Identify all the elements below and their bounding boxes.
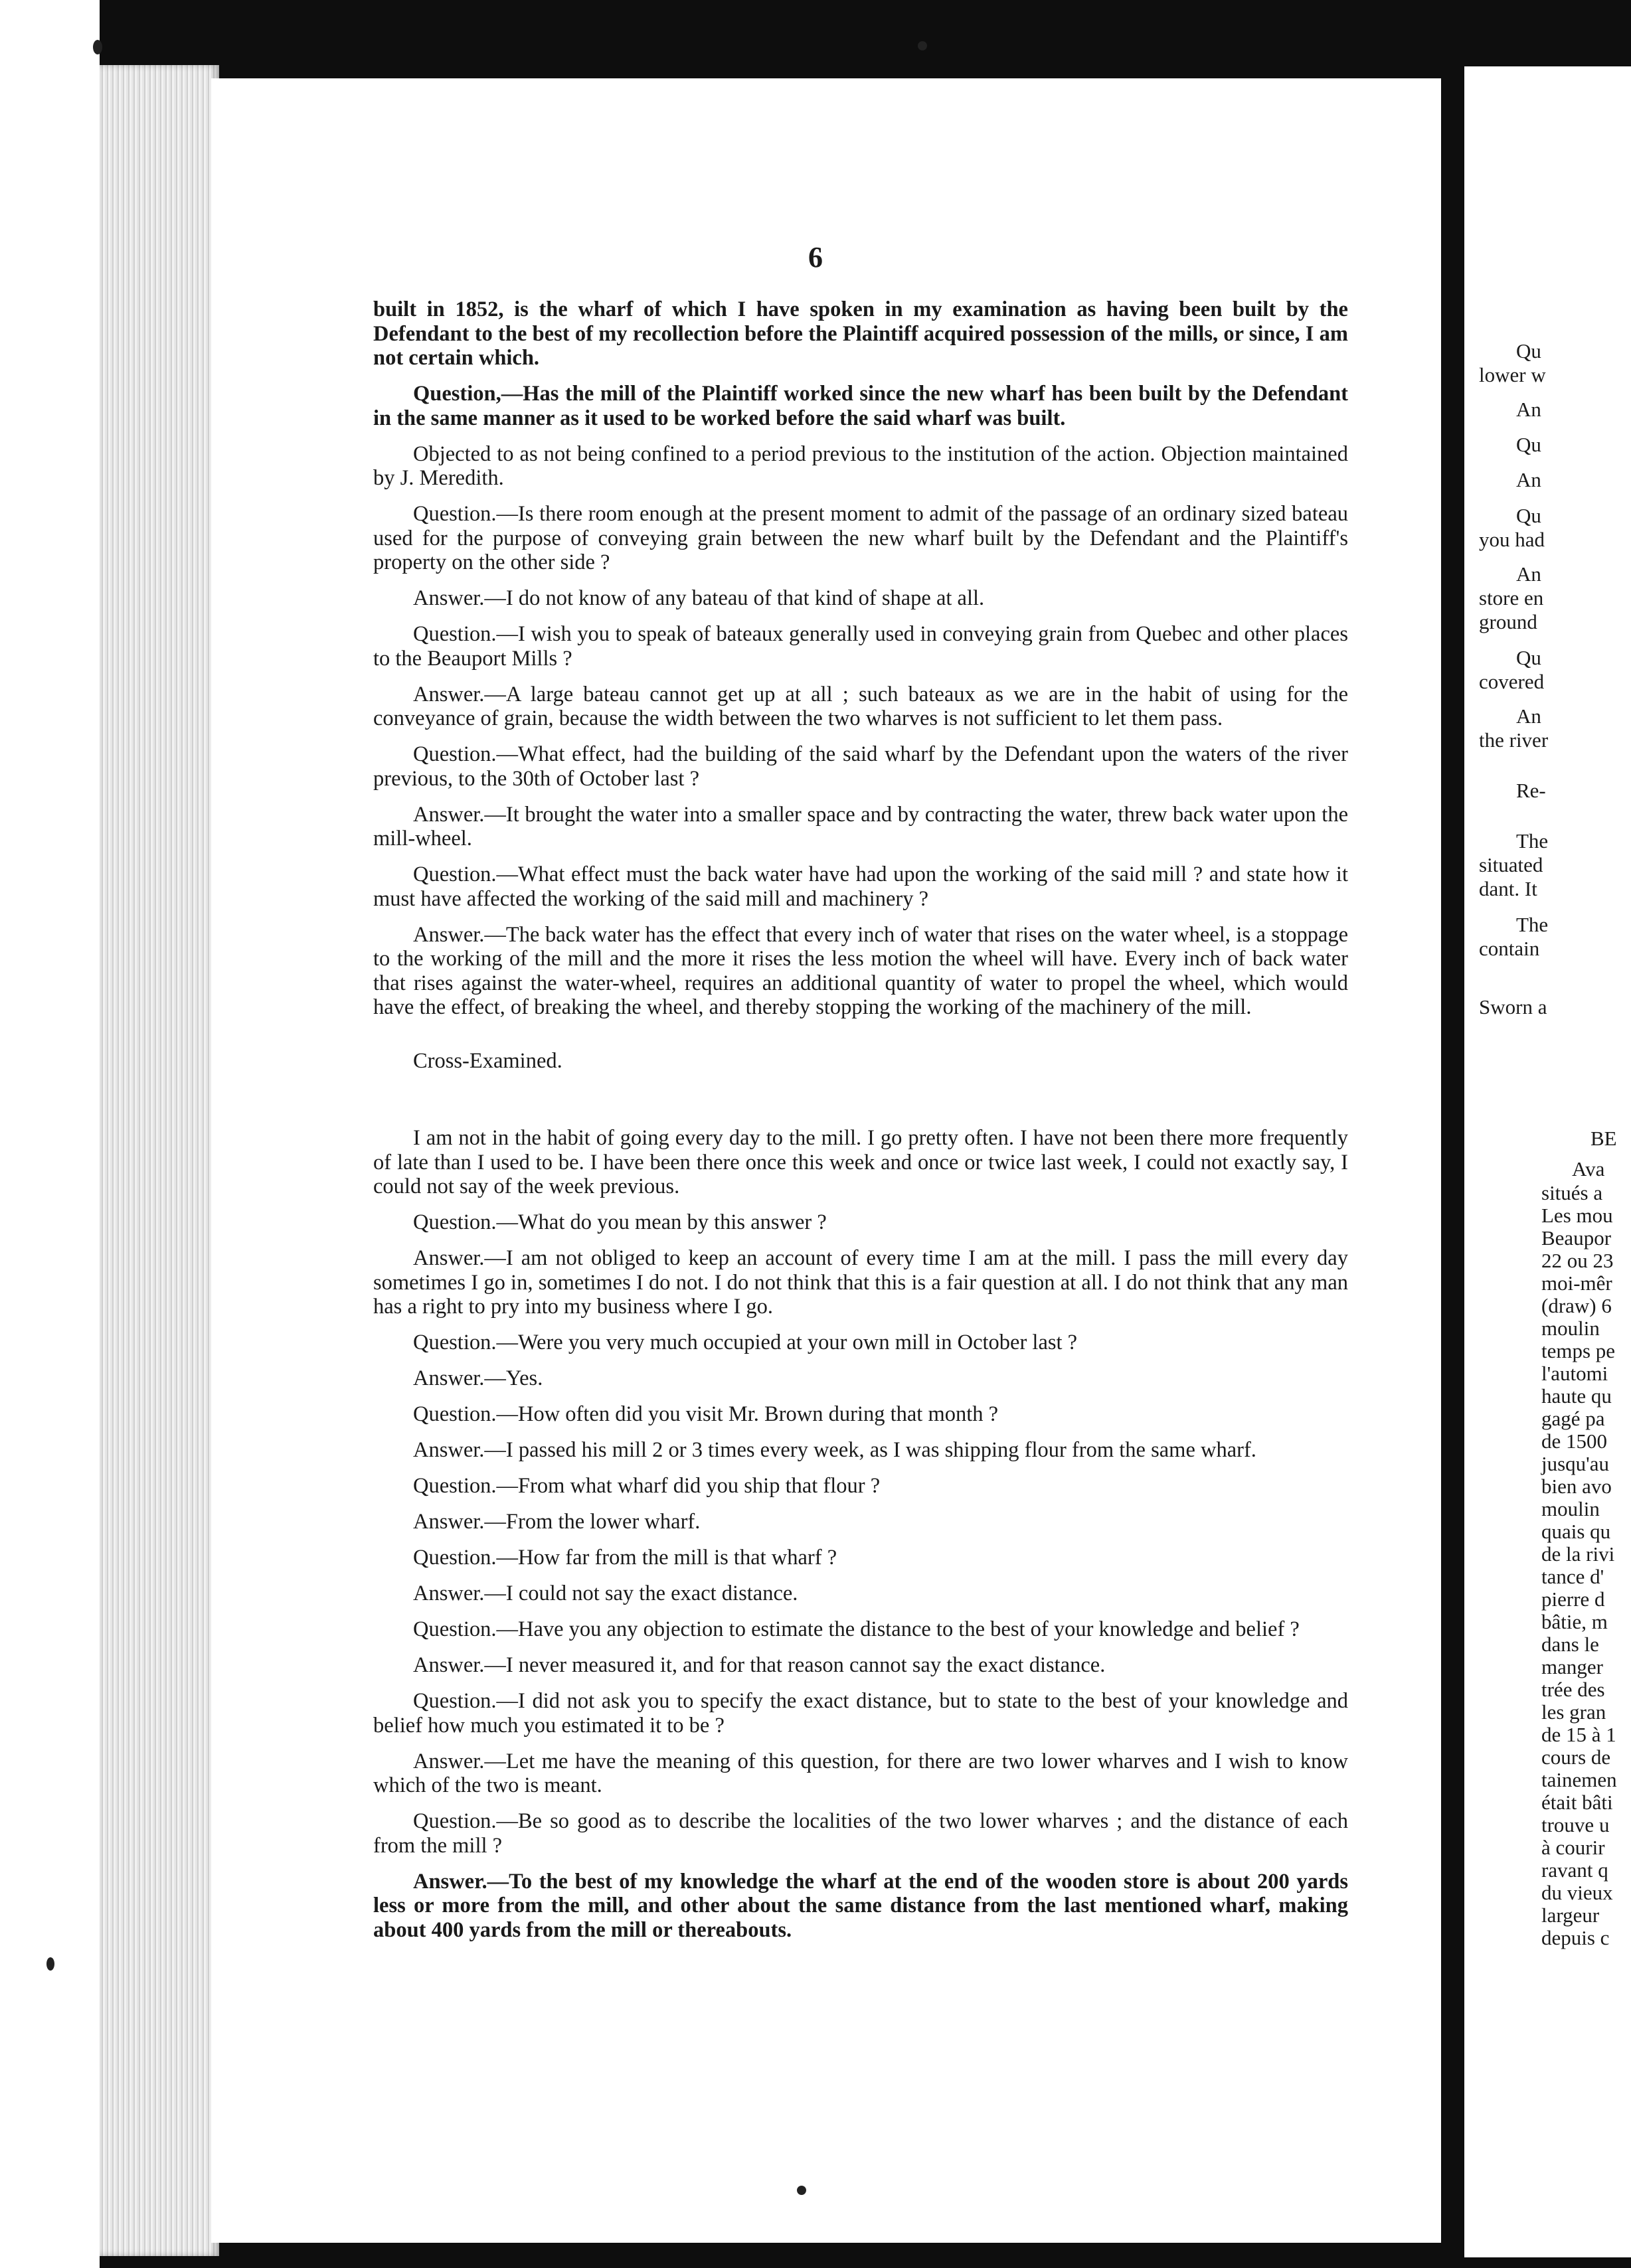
paragraph: Answer.—It brought the water into a smaller space and by contracting the water, threw back water upon the mill-wheel. <box>373 802 1348 850</box>
paragraph: Question.—How far from the mill is that wharf ? <box>413 1546 837 1570</box>
facing-line: situés a <box>1541 1181 1603 1204</box>
facing-line: An <box>1516 704 1541 728</box>
facing-line: de 15 à 1 <box>1541 1723 1616 1746</box>
facing-line: moulin <box>1541 1497 1600 1520</box>
facing-line: tainemen <box>1541 1768 1617 1791</box>
facing-line: store en <box>1479 586 1544 609</box>
paragraph: Question.—What effect must the back water have had upon the working of the said mill ? and state how it must have affected the working of the said mill and machinery ? <box>373 862 1348 911</box>
paragraph: Question.—How often did you visit Mr. Brown during that month ? <box>413 1402 999 1426</box>
facing-line: An <box>1516 398 1541 421</box>
book-page-edges <box>100 65 219 2256</box>
facing-line: contain <box>1479 937 1540 960</box>
facing-line: jusqu'au <box>1541 1452 1610 1475</box>
facing-line: temps pe <box>1541 1339 1616 1362</box>
facing-line: depuis c <box>1541 1926 1610 1949</box>
facing-line: trée des <box>1541 1678 1605 1701</box>
facing-line: dant. It <box>1479 877 1537 900</box>
facing-line: BE <box>1590 1127 1617 1150</box>
facing-page-fragment <box>1464 66 1631 2257</box>
paragraph: Objected to as not being confined to a period previous to the institution of the action. Objection maintained by J. Meredith. <box>373 442 1348 490</box>
facing-line: Qu <box>1516 504 1541 527</box>
paragraph: Question.—Be so good as to describe the localities of the two lower wharves ; and the distance of each from the mill ? <box>373 1809 1348 1858</box>
paragraph: Question.—I wish you to speak of bateaux generally used in conveying grain from Quebec and other places to the Beauport Mills ? <box>373 622 1348 671</box>
paragraph: Question.—Have you any objection to estimate the distance to the best of your knowledge and belief ? <box>413 1617 1300 1641</box>
facing-line: largeur <box>1541 1903 1600 1927</box>
facing-line: An <box>1516 468 1541 491</box>
scan-speck <box>918 41 927 50</box>
scan-left-margin <box>0 0 100 2268</box>
facing-line: (draw) 6 <box>1541 1294 1612 1317</box>
scan-speck <box>93 40 102 54</box>
facing-line: Qu <box>1516 646 1541 669</box>
paragraph: Answer.—I could not say the exact distance. <box>413 1581 798 1605</box>
facing-line: dans le <box>1541 1633 1599 1656</box>
facing-line: situated <box>1479 853 1543 876</box>
section-heading: Cross-Examined. <box>413 1048 562 1073</box>
paragraph: Answer.—I passed his mill 2 or 3 times every week, as I was shipping flour from the same wharf. <box>413 1438 1256 1462</box>
testimony-text <box>373 297 1348 1954</box>
facing-line: les gran <box>1541 1700 1606 1724</box>
paragraph: Answer.—Yes. <box>413 1366 543 1390</box>
facing-line: trouve u <box>1541 1813 1610 1836</box>
facing-line: haute qu <box>1541 1384 1612 1408</box>
facing-line: Sworn a <box>1479 995 1547 1018</box>
paragraph: Question.—Were you very much occupied at your own mill in October last ? <box>413 1331 1078 1354</box>
facing-line: de la rivi <box>1541 1542 1615 1566</box>
facing-line: bien avo <box>1541 1475 1612 1498</box>
facing-line: cours de <box>1541 1745 1611 1769</box>
facing-line: Les mou <box>1541 1204 1613 1227</box>
facing-line: de 1500 <box>1541 1429 1608 1453</box>
facing-line: pierre d <box>1541 1587 1605 1611</box>
facing-line: gagé pa <box>1541 1407 1605 1430</box>
page-number: 6 <box>808 241 823 274</box>
paragraph: Question.—From what wharf did you ship that flour ? <box>413 1474 881 1498</box>
facing-line: était bâti <box>1541 1791 1613 1814</box>
facing-line: tance d' <box>1541 1565 1604 1588</box>
facing-line: Re- <box>1516 779 1546 802</box>
facing-line: Beaupor <box>1541 1226 1612 1250</box>
paragraph: Question.—I did not ask you to specify the exact distance, but to state to the best of your knowledge and belief how much you estimated it to be ? <box>373 1689 1348 1738</box>
facing-line: Qu <box>1516 339 1541 363</box>
paragraph: Question.—Is there room enough at the present moment to admit of the passage of an ordinary sized bateau used for the purpose of conveying grain between the new wharf built by the Defendant and the Plaintiff's property on the other side ? <box>373 502 1348 574</box>
paragraph: Answer.—From the lower wharf. <box>413 1510 701 1534</box>
paragraph: Answer.—I am not obliged to keep an account of every time I am at the mill. I pass the mill every day sometimes I go in, sometimes I do not. I do not think that this is a fair question at all. I do not think that any man has a right to pry into my business where I go. <box>373 1246 1348 1319</box>
facing-line: The <box>1516 913 1549 936</box>
paragraph: Question.—What do you mean by this answer ? <box>413 1210 827 1234</box>
facing-line: The <box>1516 829 1549 852</box>
facing-line: l'automi <box>1541 1362 1608 1385</box>
paragraph: I am not in the habit of going every day to the mill. I go pretty often. I have not been there more frequently of late than I used to be. I have been there once this week and once or twice last week, I could not exactly say, I could not say of the week previous. <box>373 1126 1348 1198</box>
facing-line: bâtie, m <box>1541 1610 1608 1633</box>
facing-line: à courir <box>1541 1836 1605 1859</box>
facing-line: An <box>1516 562 1541 586</box>
facing-line: moulin <box>1541 1317 1600 1340</box>
facing-line: manger <box>1541 1655 1603 1678</box>
facing-line: Ava <box>1572 1157 1605 1180</box>
paragraph: Answer.—A large bateau cannot get up at all ; such bateaux as we are in the habit of using for the conveyance of grain, because the width between the two wharves is not sufficient to let them pass. <box>373 682 1348 730</box>
facing-line: moi-mêr <box>1541 1271 1612 1295</box>
book-gutter <box>1441 66 1468 2257</box>
facing-line: 22 ou 23 <box>1541 1249 1614 1272</box>
paragraph: Answer.—Let me have the meaning of this question, for there are two lower wharves and I wish to know which of the two is meant. <box>373 1749 1348 1797</box>
paragraph: built in 1852, is the wharf of which I have spoken in my examination as having been built by the Defendant to the best of my recollection before the Plaintiff acquired possession of the mills, or since, I am not certain which. <box>373 297 1348 370</box>
paragraph: Answer.—I do not know of any bateau of that kind of shape at all. <box>413 586 985 610</box>
facing-line: Qu <box>1516 433 1541 456</box>
facing-line: covered <box>1479 670 1545 693</box>
scan-speck <box>46 1957 54 1971</box>
paragraph: Answer.—I never measured it, and for that reason cannot say the exact distance. <box>413 1653 1106 1677</box>
facing-line: ravant q <box>1541 1858 1608 1882</box>
paragraph: Question,—Has the mill of the Plaintiff worked since the new wharf has been built by the Defendant in the same manner as it used to be worked before the said wharf was built. <box>373 382 1348 430</box>
facing-line: you had <box>1479 528 1545 551</box>
paragraph: Answer.—To the best of my knowledge the wharf at the end of the wooden store is about 200 yards less or more from the mill, and other about the same distance from the last mentioned wharf, making about 400 yards from the mill or thereabouts. <box>373 1869 1348 1942</box>
facing-line: lower w <box>1479 363 1546 386</box>
paragraph: Answer.—The back water has the effect that every inch of water that rises on the water wheel, is a stoppage to the working of the mill and the more it rises the less motion the wheel will have. Every inch of back water that rises against the water-wheel, requires an additional quantity of water to propel the wheel, which would have the effect, of breaking the wheel, and thereby stopping the working of the machinery of the mill. <box>373 922 1348 1019</box>
scan-speck <box>797 2186 806 2195</box>
facing-line: du vieux <box>1541 1881 1613 1904</box>
paragraph: Question.—What effect, had the building of the said wharf by the Defendant upon the waters of the river previous, to the 30th of October last ? <box>373 742 1348 791</box>
facing-line: ground <box>1479 610 1537 633</box>
facing-line: the river <box>1479 728 1549 752</box>
facing-line: quais qu <box>1541 1520 1611 1543</box>
